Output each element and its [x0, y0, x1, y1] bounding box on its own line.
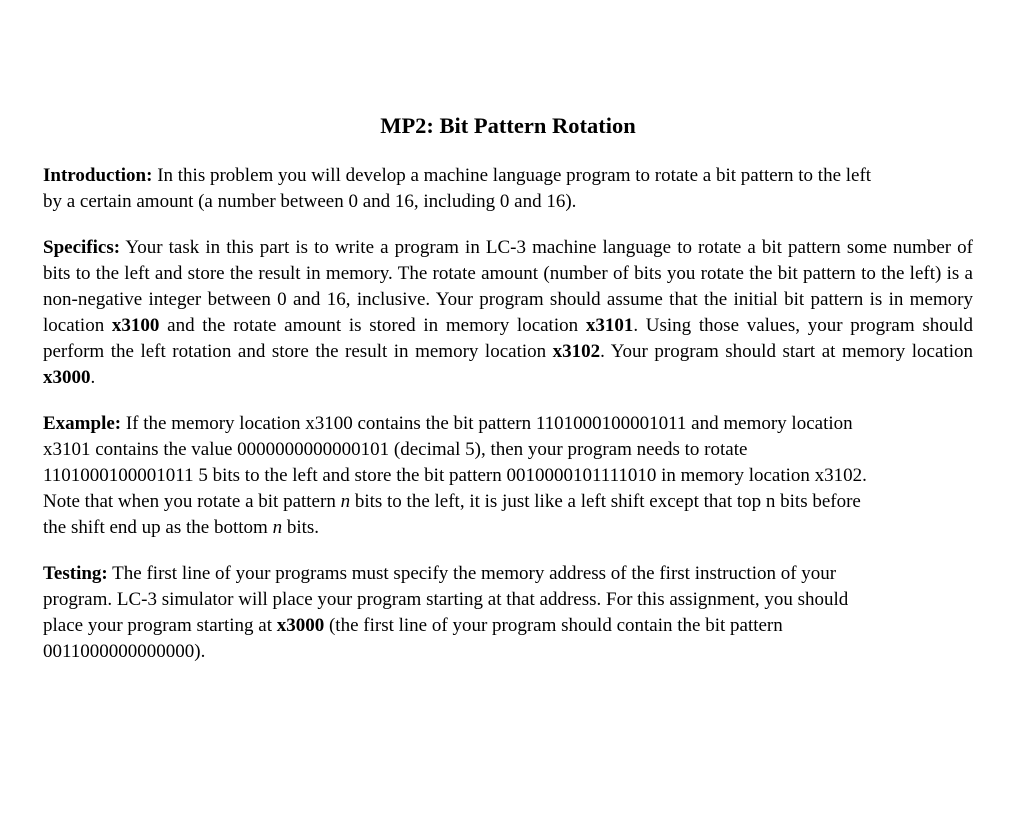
example-italic-n-1: n	[340, 491, 351, 512]
specifics-text-2: and the rotate amount is stored in memory location	[159, 315, 586, 336]
example-label: Example:	[43, 413, 122, 434]
introduction-paragraph	[43, 163, 973, 215]
specifics-label: Specifics:	[43, 237, 121, 258]
testing-text-line-3b: (the first line of your program should contain the bit pattern	[324, 615, 783, 636]
example-text-line-4a: Note that when you rotate a bit pattern	[43, 491, 341, 512]
specifics-address-x3100: x3100	[111, 315, 160, 336]
specifics-text-4: . Your program should start at memory location	[600, 341, 973, 362]
example-text-line-5a: the shift end up as the bottom	[43, 517, 273, 538]
page-title: MP2: Bit Pattern Rotation	[380, 113, 636, 138]
testing-text-line-2: program. LC-3 simulator will place your program starting at that address. For this assignment, you should	[43, 589, 849, 610]
testing-address-x3000: x3000	[276, 615, 325, 636]
example-text-line-3: 1101000100001011 5 bits to the left and store the bit pattern 0010000101111010 in memory location x3102.	[43, 465, 867, 486]
specifics-address-x3101: x3101	[585, 315, 634, 336]
document-page	[43, 112, 973, 665]
introduction-text-line-2: by a certain amount (a number between 0 and 16, including 0 and 16).	[43, 191, 577, 212]
example-text-line-1: If the memory location x3100 contains the bit pattern 1101000100001011 and memory location	[121, 413, 853, 434]
example-text-line-4b: bits to the left, it is just like a left shift except that top n bits before	[350, 491, 861, 512]
introduction-text-line-1: In this problem you will develop a machine language program to rotate a bit pattern to the left	[152, 165, 872, 186]
specifics-address-x3102: x3102	[552, 341, 601, 362]
testing-text-line-4: 0011000000000000).	[43, 641, 206, 662]
testing-text-line-1: The first line of your programs must specify the memory address of the first instruction of your	[107, 563, 837, 584]
example-paragraph	[43, 411, 973, 541]
example-italic-n-2: n	[272, 517, 283, 538]
example-text-line-5b: bits.	[282, 517, 320, 538]
specifics-text-3: . Using those values, your program should perform the left rotation and store the result in memory location	[43, 315, 974, 362]
introduction-label: Introduction:	[43, 165, 153, 186]
testing-text-line-3a: place your program starting at	[43, 615, 277, 636]
specifics-paragraph	[43, 235, 973, 391]
testing-label: Testing:	[43, 563, 108, 584]
specifics-text-1: Your task in this part is to write a program in LC-3 machine language to rotate a bit pattern some number of bits to the left and store the result in memory. The rotate amount (number of bits you rotate the bit pattern to the left) is a non-negative integer between 0 and 16, inclusive. Your program should assume that the initial bit pattern is in memory location	[43, 237, 973, 336]
specifics-address-x3000: x3000	[43, 367, 91, 388]
example-text-line-2: x3101 contains the value 0000000000000101 (decimal 5), then your program needs to rotate	[43, 439, 748, 460]
testing-paragraph	[43, 561, 973, 665]
specifics-text-5: .	[90, 367, 96, 388]
